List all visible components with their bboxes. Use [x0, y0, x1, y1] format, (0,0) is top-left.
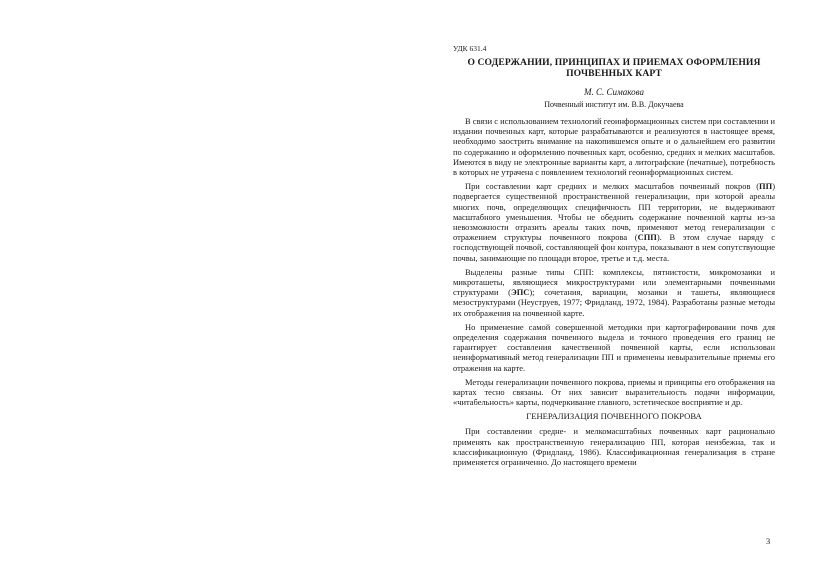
udc-code: УДК 631.4	[453, 44, 487, 53]
abbr-eps: ЭПС	[510, 287, 530, 298]
paragraph-2-text-a: При составлении карт средних и мелких масштабов почвенный покров (	[465, 181, 760, 192]
abbr-pp: ПП	[759, 181, 773, 192]
paragraph-2-text-e: ). В этом случае наряду с господствующей почвой, составляющей фон контура, показывают в нем сопутствующие почвы, занимающие по площади второе, третье и т.д. места.	[453, 232, 776, 263]
paragraph-2-text-c: ) подвергается существенной пространственной генерализации, при которой ареалы многих почв, определяющих специфичность ПП территории, не выдерживают масштабного уменьшения. Чтобы не обеднить содержание почвенной карты из-за невозможности отразить ареалы таких почв, применяют метод генерализации с отражением структуры почвенного покрова (	[453, 181, 775, 243]
author-name: М. С. Симакова	[584, 87, 644, 97]
abbr-spp: СПП	[637, 232, 657, 243]
article-column	[453, 44, 775, 471]
paragraph-4: Но применение самой совершенной методики при картографировании почв для определения содержания почвенного выдела и точного проведения его границ не гарантирует составления качественной почвенной карты, если использован неинформативный метод генерализации ПП и применены невыразительные приемы его отражения на карте.	[453, 321, 775, 373]
paragraph-1: В связи с использованием технологий геоинформационных систем при составлении и издании почвенных карт, которые разрабатываются и реализуются в настоящее время, необходимо заострить внимание на накопившемся опыте и о дальнейшем его развитии по содержанию и оформлению почвенных карт, особенно, средних и мелких масштабов. Имеются в виду не электронные варианты карт, а литографские (печатные), потребность в которых не утрачена с появлением технологий геоинформационных систем.	[453, 116, 775, 178]
paragraph-3-text-c: ); сочетания, вариации, мозаики и ташеты, являющиеся мезоструктурами (Неуструев, 1977; Фридланд, 1972, 1984). Разработаны разные методы их отображения на почвенной карте.	[453, 287, 775, 318]
section-heading: ГЕНЕРАЛИЗАЦИЯ ПОЧВЕННОГО ПОКРОВА	[526, 411, 702, 422]
paragraph-2	[453, 181, 775, 263]
page-number: 3	[766, 536, 771, 546]
author-affiliation: Почвенный институт им. В.В. Докучаева	[544, 100, 684, 109]
paragraph-5: Методы генерализации почвенного покрова, приемы и принципы его отображения на картах тесно связаны. От них зависит выразительность подачи информации, «читабельность» карты, подчеркивание главного, эстетическое восприятие и др.	[453, 376, 775, 408]
paragraph-3	[453, 267, 775, 318]
paragraph-6: При составлении средне- и мелкомасштабных почвенных карт рационально применять как пространственную генерализацию ПП, которая неизбежна, так и классификационную (Фридланд, 1986). Классификационная генерализация в стране применяется ограниченно. До настоящего времени	[453, 426, 775, 468]
paragraph-3-text-a: Выделены разные типы СПП: комплексы, пятнистости, микромозаики и микроташеты, являющиеся микроструктурами или элементарными почвенными структурами (	[453, 266, 775, 298]
article-title: О СОДЕРЖАНИИ, ПРИНЦИПАХ И ПРИЕМАХ ОФОРМЛЕНИЯ ПОЧВЕННЫХ КАРТ	[467, 57, 761, 79]
